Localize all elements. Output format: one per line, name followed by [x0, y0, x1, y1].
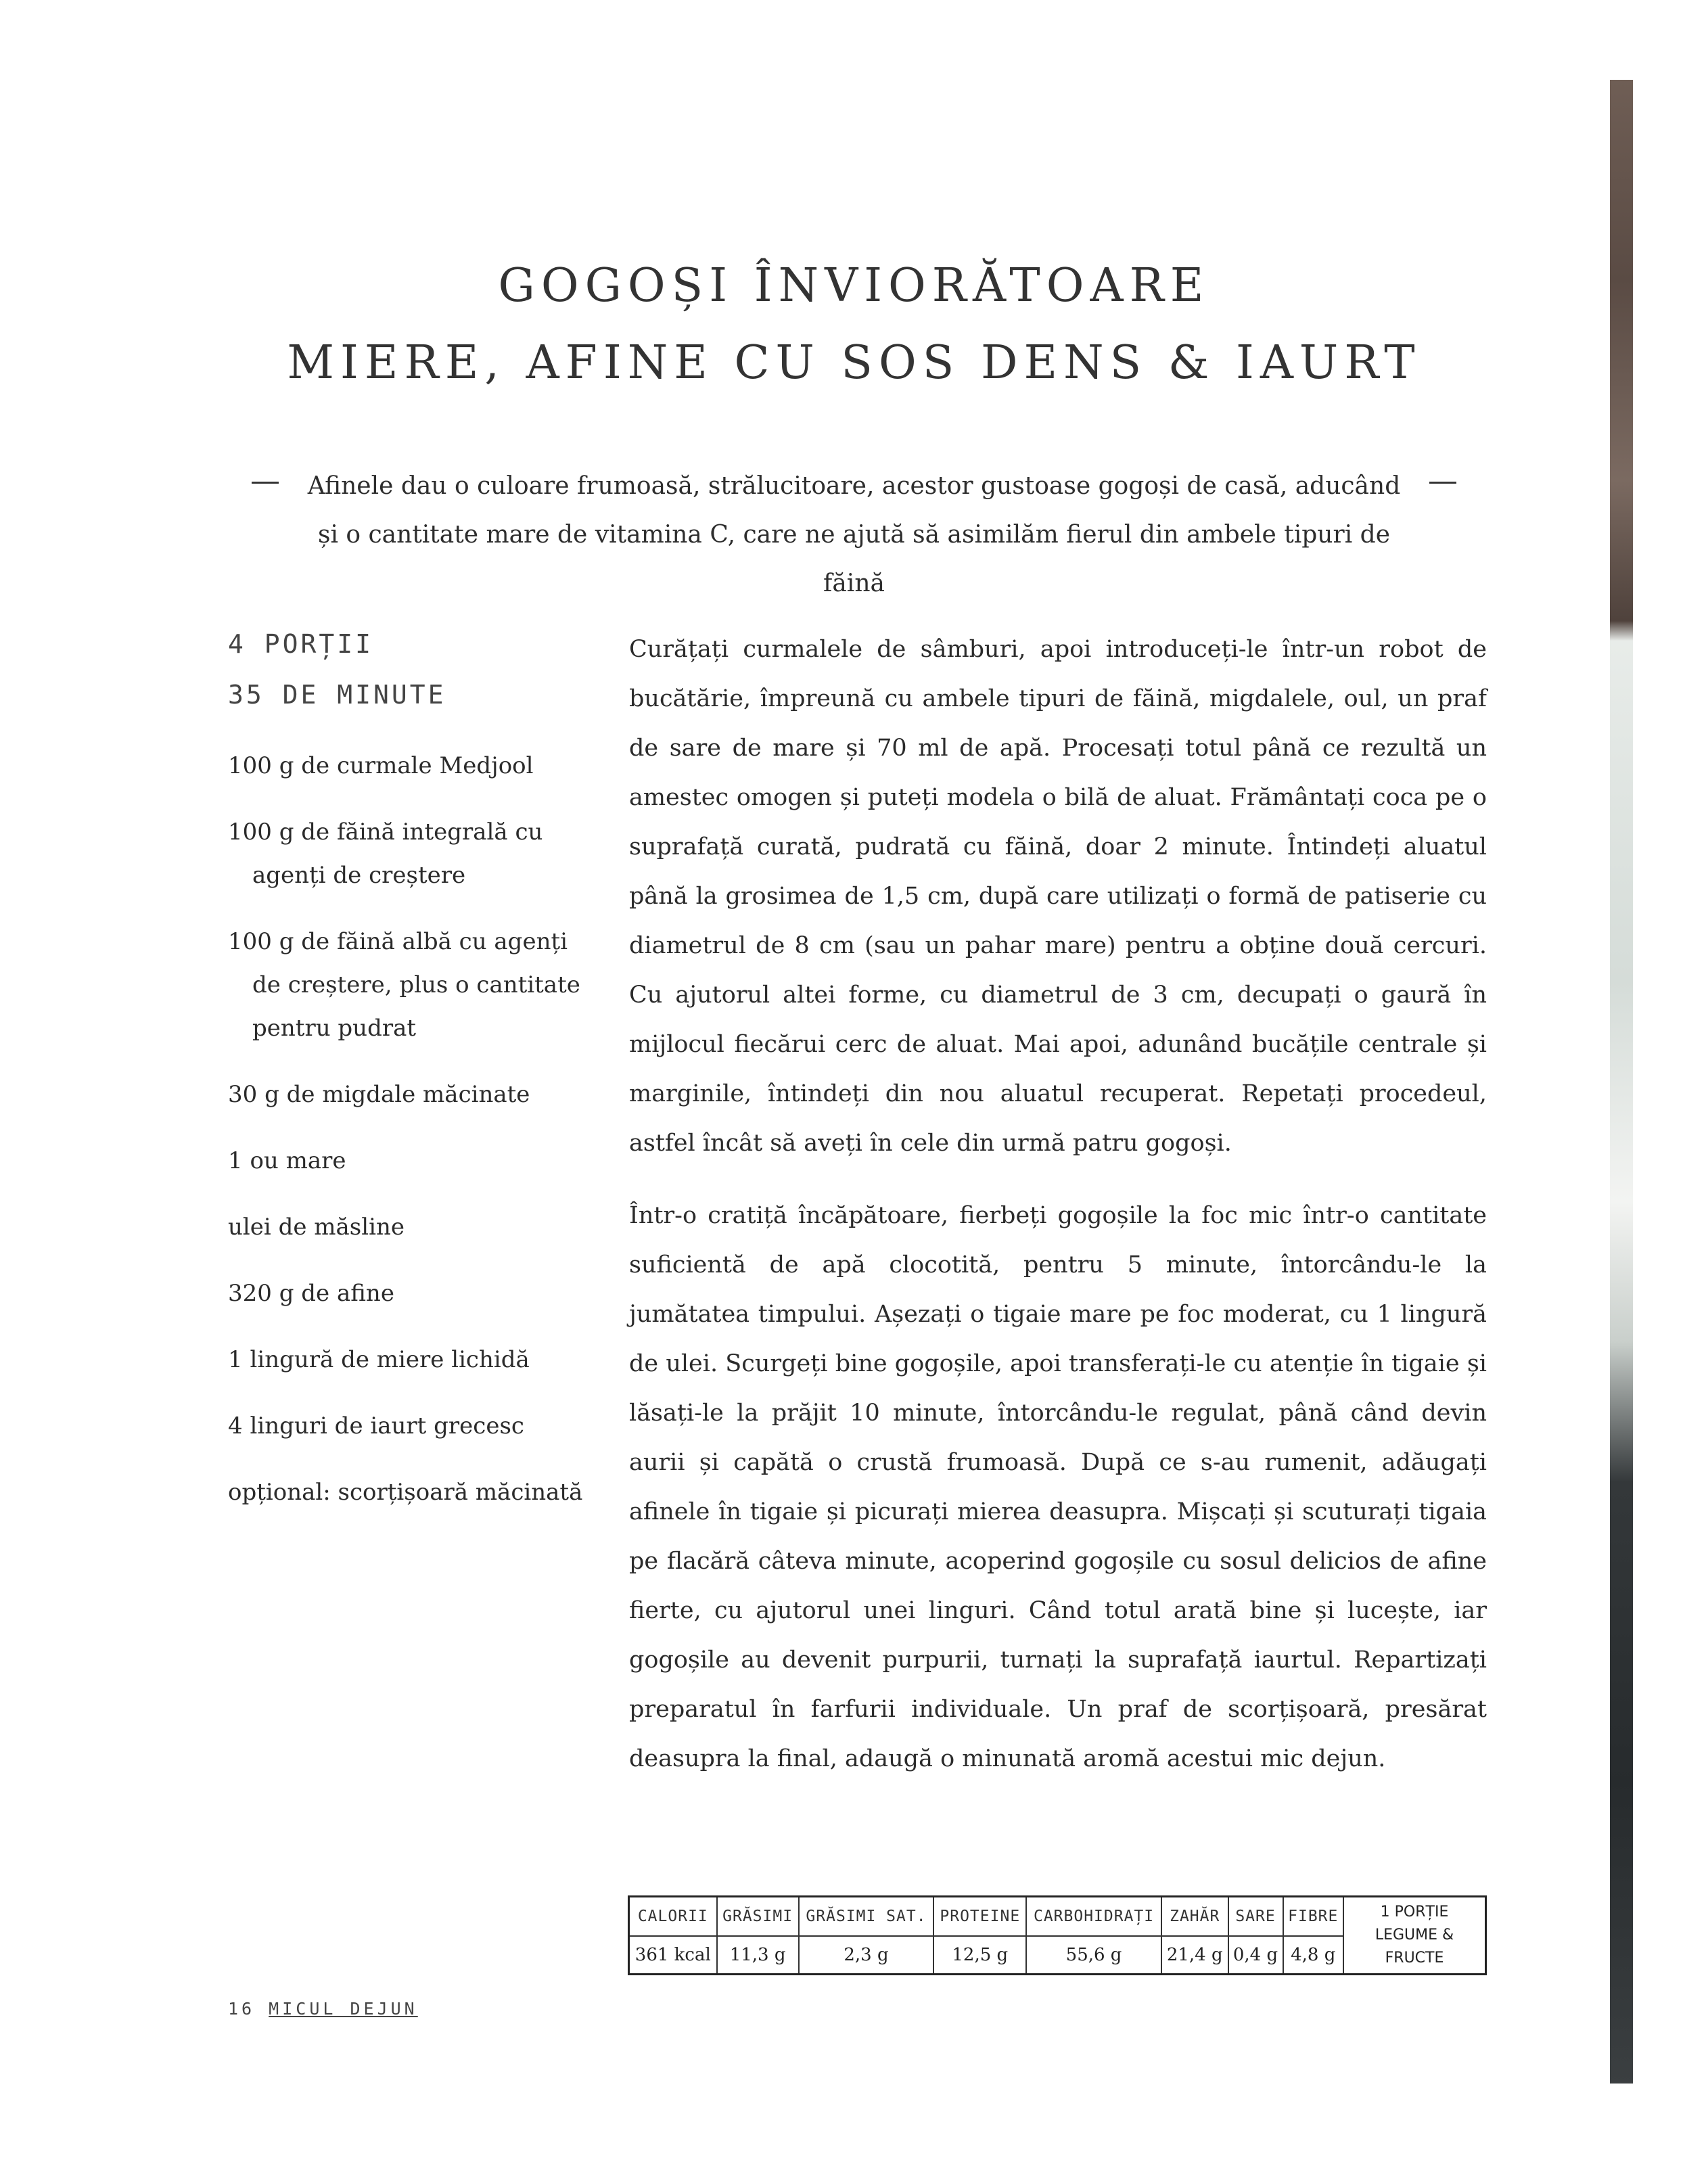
nutrition-header: GRĂSIMI SAT. [799, 1897, 934, 1937]
ingredient-item: ulei de măsline [228, 1214, 405, 1241]
nutrition-value: 4,8 g [1283, 1936, 1344, 1975]
recipe-intro: Afinele dau o culoare frumoasă, strălucitoare, acestor gustoase gogoși de casă, aducând și o cantitate mare de vitamina C, care ne ajută să asimilăm fierul din ambele tipuri de făină [307, 472, 1401, 597]
page-footer [228, 1999, 418, 2019]
nutrition-value: 12,5 g [933, 1936, 1026, 1975]
ingredient-item: 1 lingură de miere lichidă [228, 1346, 530, 1373]
intro-dash-right [1429, 482, 1456, 484]
page-number: 16 [228, 1999, 256, 2019]
ingredient-item: 4 linguri de iaurt grecesc [228, 1412, 524, 1440]
nutrition-value: 21,4 g [1161, 1936, 1228, 1975]
nutrition-header: PROTEINE [933, 1897, 1026, 1937]
ingredients-list [228, 744, 593, 1537]
section-name: MICUL DEJUN [269, 1999, 418, 2019]
nutrition-header: CALORII [629, 1897, 717, 1937]
ingredient-item: 30 g de migdale măcinate [228, 1081, 530, 1108]
ingredient-item: opțional: scorțișoară măcinată [228, 1479, 583, 1506]
method-paragraph: Curățați curmalele de sâmburi, apoi introduceți-le într-un robot de bucătărie, împreună cu ambele tipuri de făină, migdalele, oul, un praf de sare de mare și 70 ml de apă. Procesați totul până ce rezultă un amestec omogen și puteți modela o bilă de aluat. Frământați coca pe o suprafață curată, pudrată cu făină, doar 2 minute. Întindeți aluatul până la grosimea de 1,5 cm, după care utilizați o formă de patiserie cu diametrul de 8 cm (sau un pahar mare) pentru a obține două cercuri. Cu ajutorul altei forme, cu diametrul de 3 cm, decupați o gaură în mijlocul fiecărui cerc de aluat. Mai apoi, adunând bucățile centrale și marginile, întindeți din nou aluatul recuperat. Repetați procedeul, astfel încât să aveți în cele din urmă patru gogoși. [629, 636, 1487, 1157]
ingredient-item: 100 g de făină albă cu agenți de creștere, plus o cantitate pentru pudrat [228, 928, 580, 1042]
ingredient-item: 100 g de făină integrală cu agenți de creștere [228, 819, 543, 889]
nutrition-table [628, 1895, 1487, 1975]
time-label: 35 DE MINUTE [228, 680, 446, 710]
nutrition-header: CARBOHIDRAȚI [1026, 1897, 1161, 1937]
nutrition-header: FIBRE [1283, 1897, 1344, 1937]
method-section [629, 625, 1487, 1807]
recipe-subtitle: MIERE, AFINE CU SOS DENS & IAURT [287, 336, 1421, 390]
nutrition-value: 2,3 g [799, 1936, 934, 1975]
nutrition-value: 0,4 g [1228, 1936, 1283, 1975]
portion-type: LEGUME & FRUCTE [1375, 1927, 1454, 1966]
nutrition-header: GRĂSIMI [717, 1897, 799, 1937]
ingredient-item: 1 ou mare [228, 1147, 346, 1174]
portion-count: 1 PORȚIE [1380, 1904, 1449, 1920]
nutrition-value: 361 kcal [629, 1936, 717, 1975]
nutrition-header: ZAHĂR [1161, 1897, 1228, 1937]
nutrition-header: SARE [1228, 1897, 1283, 1937]
nutrition-value: 11,3 g [717, 1936, 799, 1975]
nutrition-header-row [629, 1897, 1486, 1937]
intro-dash-left [252, 482, 279, 484]
method-paragraph: Într-o cratiță încăpătoare, fierbeți gogoșile la foc mic într-o cantitate suficientă de apă clocotită, pentru 5 minute, întorcându-le la jumătatea timpului. Așezați o tigaie mare pe foc moderat, cu 1 lingură de ulei. Scurgeți bine gogoșile, apoi transferați-le cu atenție în tigaie și lăsați-le la prăjit 10 minute, întorcându-le regulat, până când devin aurii și capătă o crustă frumoasă. După ce s-au rumenit, adăugați afinele în tigaie și picurați mierea deasupra. Mișcați și scuturați tigaia pe flacără câteva minute, acoperind gogoșile cu sosul delicios de afine fierte, cu ajutorul unei linguri. Când totul arată bine și lucește, iar gogoșile au devenit purpurii, turnați la suprafață iaurtul. Repartizați preparatul în farfurii individuale. Un praf de scorțișoară, presărat deasupra la final, adaugă o minunată aromă acestui mic dejun. [629, 1202, 1487, 1772]
portion-cell [1343, 1897, 1486, 1975]
servings-label: 4 PORȚII [228, 629, 374, 659]
recipe-title: GOGOȘI ÎNVIORĂTOARE [498, 259, 1210, 313]
ingredient-item: 320 g de afine [228, 1280, 394, 1307]
ingredient-item: 100 g de curmale Medjool [228, 752, 534, 779]
nutrition-value: 55,6 g [1026, 1936, 1161, 1975]
